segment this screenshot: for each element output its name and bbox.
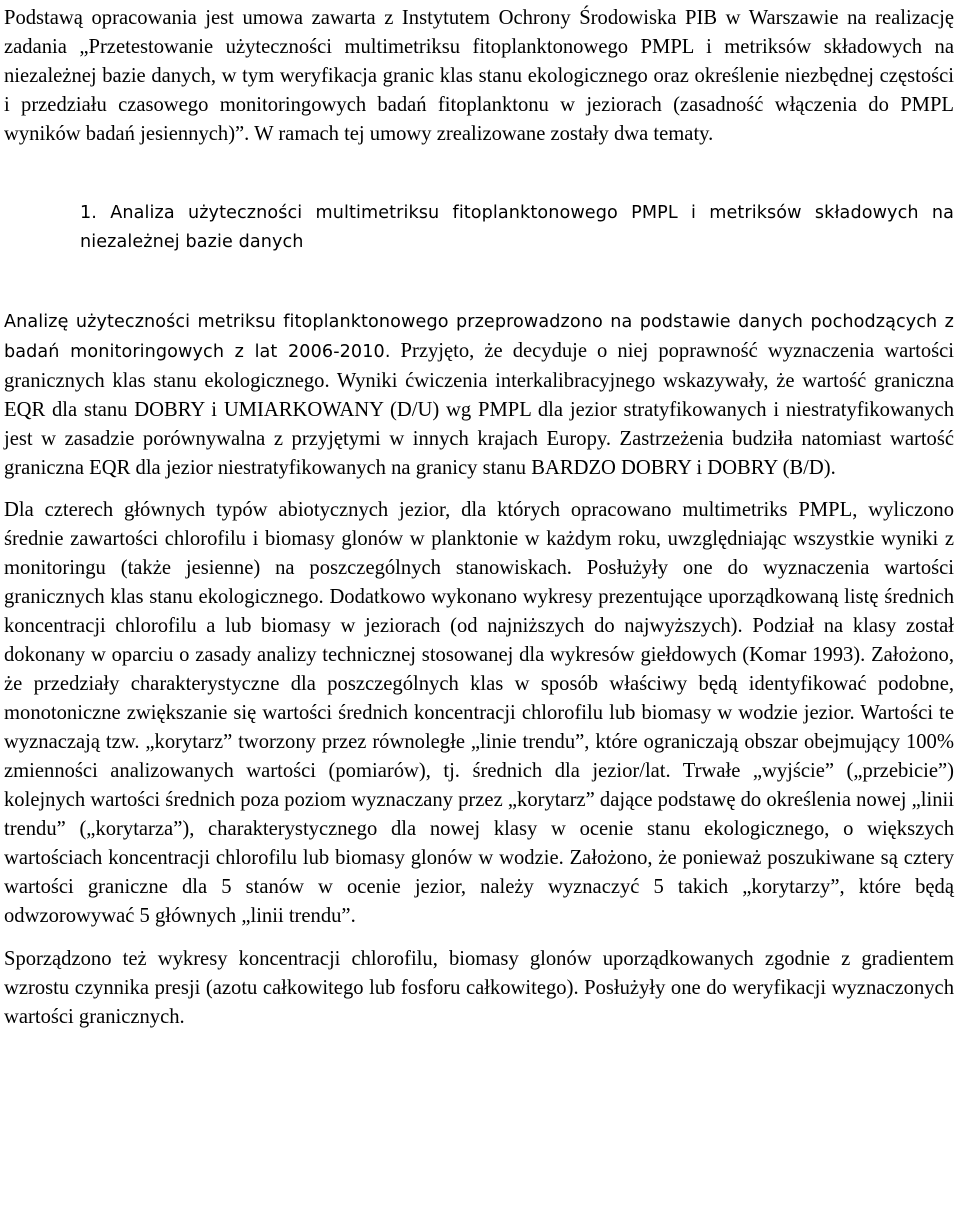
section-heading: 1. Analiza użyteczności multimetriksu fitoplanktonowego PMPL i metriksów składowych na niezależnej bazie danych: [80, 203, 954, 252]
verification-paragraph: Sporządzono też wykresy koncentracji chlorofilu, biomasy glonów uporządkowanych zgodnie z gradientem wzrostu czynnika presji (azotu całkowitego lub fosforu całkowitego). Posłużyły one do weryfikacji wyznaczonych wartości granicznych.: [4, 948, 954, 1028]
intro-paragraph: Podstawą opracowania jest umowa zawarta z Instytutem Ochrony Środowiska PIB w Warszawie na realizację zadania „Przetestowanie użyteczności multimetriksu fitoplanktonowego PMPL i metriksów składowych na niezależnej bazie danych, w tym weryfikacja granic klas stanu ekologicznego oraz określenie niezbędnej częstości i przedziału czasowego monitoringowych badań fitoplanktonu w jeziorach (zasadność włączenia do PMPL wyników badań jesiennych)”. W ramach tej umowy zrealizowane zostały dwa tematy.: [4, 7, 954, 145]
document-page: [4, 0, 954, 1032]
method-paragraph: Dla czterech głównych typów abiotycznych jezior, dla których opracowano multimetriks PMPL, wyliczono średnie zawartości chlorofilu i biomasy glonów w planktonie w każdym roku, uwzględniając wszystkie wyniki z monitoringu (także jesienne) na poszczególnych stanowiskach. Posłużyły one do wyznaczenia wartości granicznych klas stanu ekologicznego. Dodatkowo wykonano wykresy prezentujące uporządkowaną listę średnich koncentracji chlorofilu a lub biomasy w jeziorach (od najniższych do najwyższych). Podział na klasy został dokonany w oparciu o zasady analizy technicznej stosowanej dla wykresów giełdowych (Komar 1993). Założono, że przedziały charakterystyczne dla poszczególnych klas w sposób właściwy będą identyfikować podobne, monotoniczne zwiększanie się wartości średnich koncentracji chlorofilu lub biomasy w wodzie jezior. Wartości te wyznaczają tzw. „korytarz” tworzony przez równoległe „linie trendu”, które ograniczają obszar obejmujący 100% zmienności analizowanych wartości (pomiarów), tj. średnich dla jezior/lat. Trwałe „wyjście” („przebicie”) kolejnych wartości średnich poza poziom wyznaczany przez „korytarz” dające podstawę do określenia nowej „linii trendu” („korytarza”), charakterystycznego dla nowej klasy w ocenie stanu ekologicznego, o większych wartościach koncentracji chlorofilu lub biomasy glonów w wodzie. Założono, że ponieważ poszukiwane są cztery wartości graniczne dla 5 stanów w ocenie jezior, należy wyznaczyć 5 takich „korytarzy”, które będą odwzorowywać 5 głównych „linii trendu”.: [4, 499, 954, 927]
analysis-paragraph: [4, 307, 954, 483]
analysis-paragraph-sans-part: Analizę użyteczności metriksu fitoplanktonowego przeprowadzono na podstawie danych pochodzących z badań monitoringowych z lat 2006-2010.: [4, 312, 954, 362]
analysis-paragraph-serif-part: Przyjęto, że decyduje o niej poprawność wyznaczenia wartości granicznych klas stanu ekologicznego. Wyniki ćwiczenia interkalibracyjnego wskazywały, że wartość graniczna EQR dla stanu DOBRY i UMIARKOWANY (D/U) wg PMPL dla jezior stratyfikowanych i niestratyfikowanych jest w zasadzie porównywalna z przyjętymi w innych krajach Europy. Zastrzeżenia budziła natomiast wartość graniczna EQR dla jezior niestratyfikowanych na granicy stanu BARDZO DOBRY i DOBRY (B/D).: [4, 340, 954, 479]
